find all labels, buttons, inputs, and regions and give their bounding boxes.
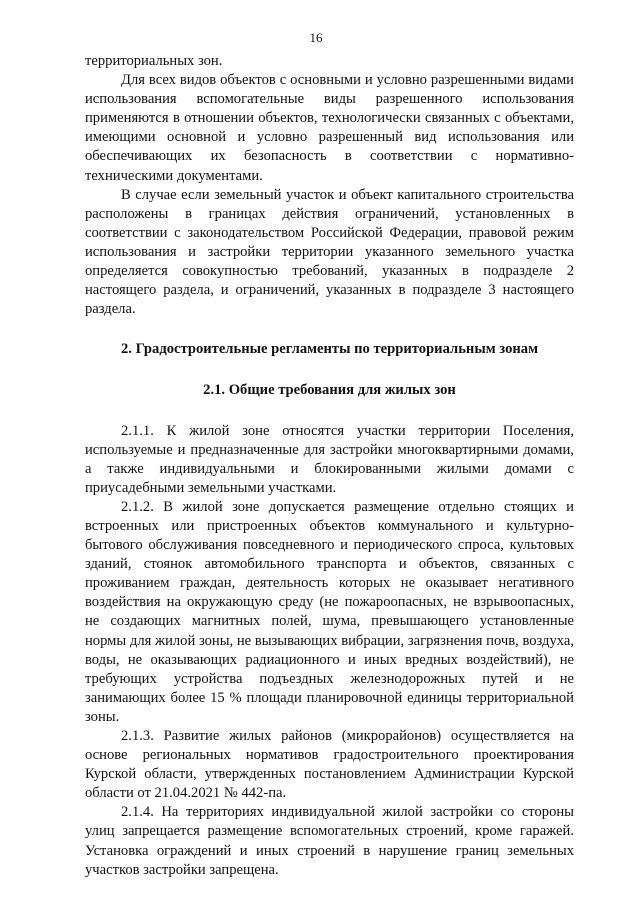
paragraph-2-1-3: 2.1.3. Развитие жилых районов (микрорайонов) осуществляется на основе региональных нормативов градостроительного проектирования Курской области, утвержденных постановлением Администрации Курской области от 21.04.2021 № 442-па. — [85, 728, 574, 802]
paragraph-auxiliary-uses: Для всех видов объектов с основными и условно разрешенными видами использования вспомогательные виды разрешенного использования применяются в отношении объектов, технологически связанных с объектами, имеющими основной и условно разрешенный вид использования или обеспечивающих их безопасность в соответствии с нормативно-техническими документами. — [85, 72, 574, 184]
document-body — [85, 52, 574, 880]
paragraph-2-1-4: 2.1.4. На территориях индивидуальной жилой застройки со стороны улиц запрещается размещение вспомогательных строений, кроме гаражей. Установка ограждений и иных строений в нарушение границ земельных участков застройки запрещена. — [85, 804, 574, 878]
paragraph-restrictions: В случае если земельный участок и объект капитального строительства расположены в границах действия ограничений, установленных в соответствии с законодательством Российской Федерации, правовой режим использования и застройки территории указанного земельного участка определяется совокупностью требований, указанных в подразделе 2 настоящего раздела, и ограничений, указанных в подразделе 3 настоящего раздела. — [85, 186, 574, 318]
paragraph-2-1-1: 2.1.1. К жилой зоне относятся участки территории Поселения, используемые и предназначенные для застройки многоквартирными домами, а также индивидуальными и блокированными жилыми домами с приусадебными земельными участками. — [85, 422, 574, 496]
subsection-heading: 2.1. Общие требования для жилых зон — [203, 382, 456, 399]
paragraph-2-1-2: 2.1.2. В жилой зоне допускается размещение отдельно стоящих и встроенных или пристроенных объектов коммунального и культурно-бытового обслуживания повседневного и периодического спроса, культовых зданий, стоянок автомобильного транспорта и объектов, связанных с проживанием граждан, деятельность которых не оказывает негативного воздействия на окружающую среду (не пожароопасных, не взрывоопасных, не создающих магнитных полей, шума, превышающего установленные нормы для жилой зоны, не вызывающих вибрации, загрязнения почв, воздуха, воды, не оказывающих радиационного и иных вредных воздействий), не требующих устройства подъездных железнодорожных путей и не занимающих более 15 % площади планировочной единицы территориальной зоны. — [85, 498, 574, 725]
section-heading: 2. Градостроительные регламенты по территориальным зонам — [120, 341, 539, 358]
page-number: 16 — [309, 30, 323, 45]
paragraph-continuation: территориальных зон. — [85, 53, 223, 69]
